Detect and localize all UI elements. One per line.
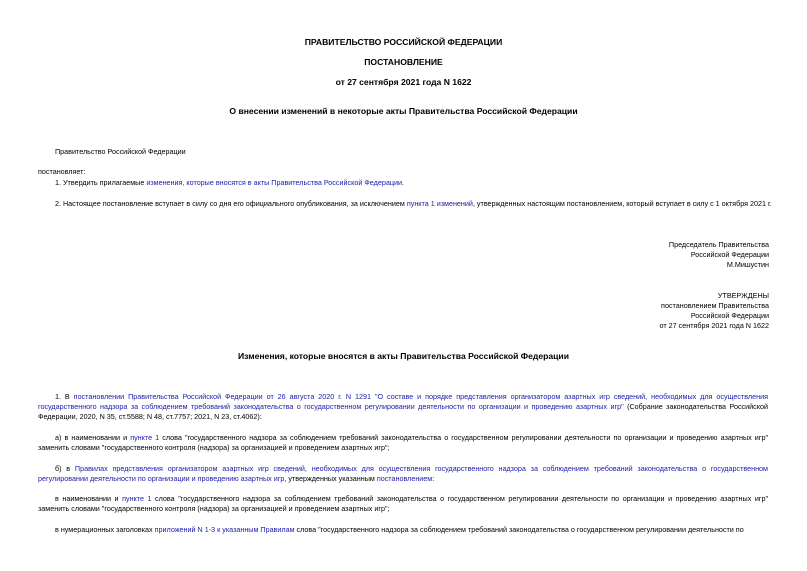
approved-date: от 27 сентября 2021 года N 1622: [659, 321, 769, 330]
item-1: [55, 178, 404, 187]
change-1-suffix: (Собрание законодательства Российской Федерации, 2020, N 35, ст.5588; N 48, ст.7757; 2021, N 23, ст.4062):: [38, 402, 769, 421]
item-1-prefix: 1. Утвердить прилагаемые: [55, 178, 147, 187]
change-a: [38, 433, 768, 453]
preamble-actor: Правительство Российской Федерации: [55, 147, 186, 156]
change-a-suffix: слова "государственного надзора за соблюдением требований законодательства о государственном регулировании деятельности по организации и проведению азартных игр" заменить словами "государственного контроля (надзора) за организацией и проведением азартных игр";: [38, 433, 768, 452]
approved-by: постановлением Правительства: [661, 301, 769, 310]
change-b: [38, 464, 768, 484]
signature-country: Российской Федерации: [690, 250, 769, 259]
change-b-2: [38, 525, 768, 535]
approved-country: Российской Федерации: [690, 311, 769, 320]
change-b-1-prefix: в наименовании и: [55, 494, 123, 503]
signature-name: М.Мишустин: [726, 260, 769, 269]
doc-type-heading: ПОСТАНОВЛЕНИЕ: [364, 57, 443, 67]
change-b-2-suffix: слова "государственного надзора за соблюдением требований законодательства о государственном регулировании деятельности по: [294, 525, 744, 534]
change-b-2-link[interactable]: приложений N 1-3 к указанным Правилам: [154, 525, 295, 534]
change-a-link[interactable]: пункте 1: [130, 433, 160, 442]
item-2-link[interactable]: пункта 1 изменений: [406, 199, 473, 208]
change-1-prefix: 1. В: [55, 392, 74, 401]
org-heading: ПРАВИТЕЛЬСТВО РОССИЙСКОЙ ФЕДЕРАЦИИ: [304, 37, 503, 47]
change-b-mid: , утвержденных указанным: [284, 474, 377, 483]
change-b-1-link[interactable]: пункте 1: [122, 494, 152, 503]
change-b-2-prefix: в нумерационных заголовках: [55, 525, 155, 534]
signature-position: Председатель Правительства: [668, 240, 769, 249]
document-title: О внесении изменений в некоторые акты Правительства Российской Федерации: [229, 106, 578, 116]
item-2: [55, 199, 772, 208]
change-b-1: [38, 494, 768, 514]
change-b-1-suffix: слова "государственного надзора за соблюдением требований законодательства о государственном регулировании деятельности по организации и проведению азартных игр" заменить словами "государственного контроля (надзора) за организацией и проведением азартных игр";: [38, 494, 769, 513]
change-b-link-2[interactable]: постановлением: [376, 474, 433, 483]
item-2-suffix: , утвержденных настоящим постановлением, который вступает в силу с 1 октября 2021 г.: [472, 199, 772, 208]
change-1: [38, 392, 768, 422]
change-1-link[interactable]: постановлении Правительства Российской Федерации от 26 августа 2020 г. N 1291 "О составе и порядке представления организатором азартных игр сведений, необходимых для осуществления государственного надзора за соблюдением требований законодательства о государственном регулировании деятельности по организации и проведению азартных игр": [38, 392, 768, 411]
item-1-link[interactable]: изменения, которые вносятся в акты Правительства Российской Федерации: [146, 178, 402, 187]
item-2-prefix: 2. Настоящее постановление вступает в силу со дня его официального опубликования, за исключением: [55, 199, 407, 208]
change-a-prefix: а) в наименовании и: [55, 433, 131, 442]
changes-title: Изменения, которые вносятся в акты Правительства Российской Федерации: [237, 351, 569, 361]
item-1-suffix: .: [401, 178, 404, 187]
approved-label: УТВЕРЖДЕНЫ: [717, 291, 769, 300]
change-b-prefix: б) в: [55, 464, 75, 473]
preamble-decides: постановляет:: [38, 167, 86, 176]
change-b-link[interactable]: Правилах представления организатором азартных игр сведений, необходимых для осуществления государственного надзора за соблюдением требований законодательства о государственном регулировании деятельности по организации и проведению азартных игр: [38, 464, 768, 483]
change-b-suffix: :: [432, 474, 435, 483]
date-number-heading: от 27 сентября 2021 года N 1622: [335, 77, 472, 87]
